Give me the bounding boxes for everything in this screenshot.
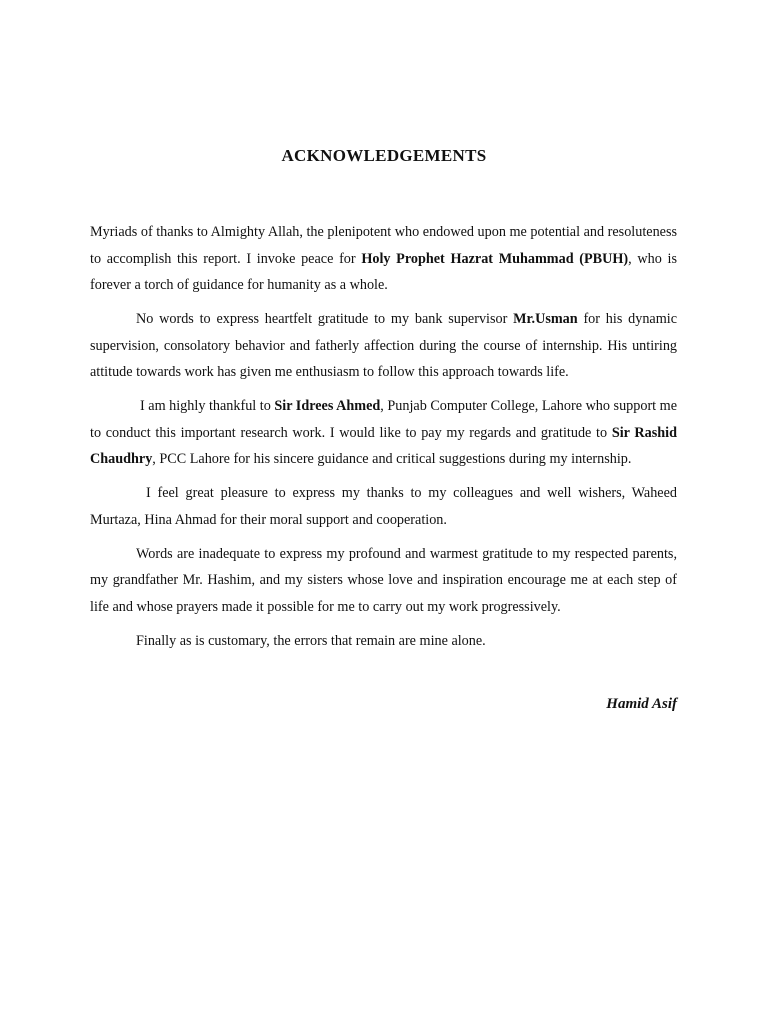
paragraph-3-text-2: , Punjab Computer College, Lahore who support me to conduct this important research work. I would like to pay my regards and gratitude to (90, 398, 677, 441)
paragraph-5-text-1: Words are inadequate to express my profound and warmest gratitude to my respected parents, my grandfather Mr. Hashim, and my sisters whose love and inspiration encourage me at each step of life and whose prayers made it possible for me to carry out my work progressively. (90, 545, 677, 615)
paragraph-3-bold-2: Sir Rashid Chaudhry (90, 424, 677, 467)
paragraph-2 (90, 306, 677, 386)
paragraph-2-text-1: No words to express heartfelt gratitude to my bank supervisor (136, 311, 514, 327)
paragraph-6 (90, 628, 677, 655)
paragraph-2-bold-1: Mr.Usman (513, 311, 578, 327)
paragraph-3-text-1: I am highly thankful to (140, 398, 275, 414)
paragraph-3 (90, 393, 677, 473)
paragraph-3-bold-1: Sir Idrees Ahmed (274, 398, 381, 414)
page-title: ACKNOWLEDGEMENTS (281, 146, 487, 165)
signature: Hamid Asif (606, 696, 677, 712)
paragraph-1-bold-1: Holy Prophet Hazrat Muhammad (PBUH) (361, 250, 629, 267)
paragraph-2-text-2: for his dynamic supervision, consolatory behavior and fatherly affection during the course of internship. His untiring attitude towards work has given me enthusiasm to follow this approach towards life. (90, 311, 678, 380)
paragraph-4 (90, 480, 677, 533)
paragraph-5 (90, 541, 677, 621)
paragraph-3-text-3: , PCC Lahore for his sincere guidance and critical suggestions during my internship. (152, 451, 632, 467)
paragraph-1-text-1: Myriads of thanks to Almighty Allah, the plenipotent who endowed upon me potential and resoluteness to accomplish this report. I invoke peace for (90, 224, 677, 267)
paragraph-1-text-2: , who is forever a torch of guidance for humanity as a whole. (90, 250, 677, 293)
paragraph-4-text-1: I feel great pleasure to express my thanks to my colleagues and well wishers, Waheed Murtaza, Hina Ahmad for their moral support and cooperation. (90, 485, 677, 528)
paragraph-1 (90, 219, 677, 299)
body-text (90, 219, 677, 662)
paragraph-6-text-1: Finally as is customary, the errors that remain are mine alone. (136, 632, 486, 649)
